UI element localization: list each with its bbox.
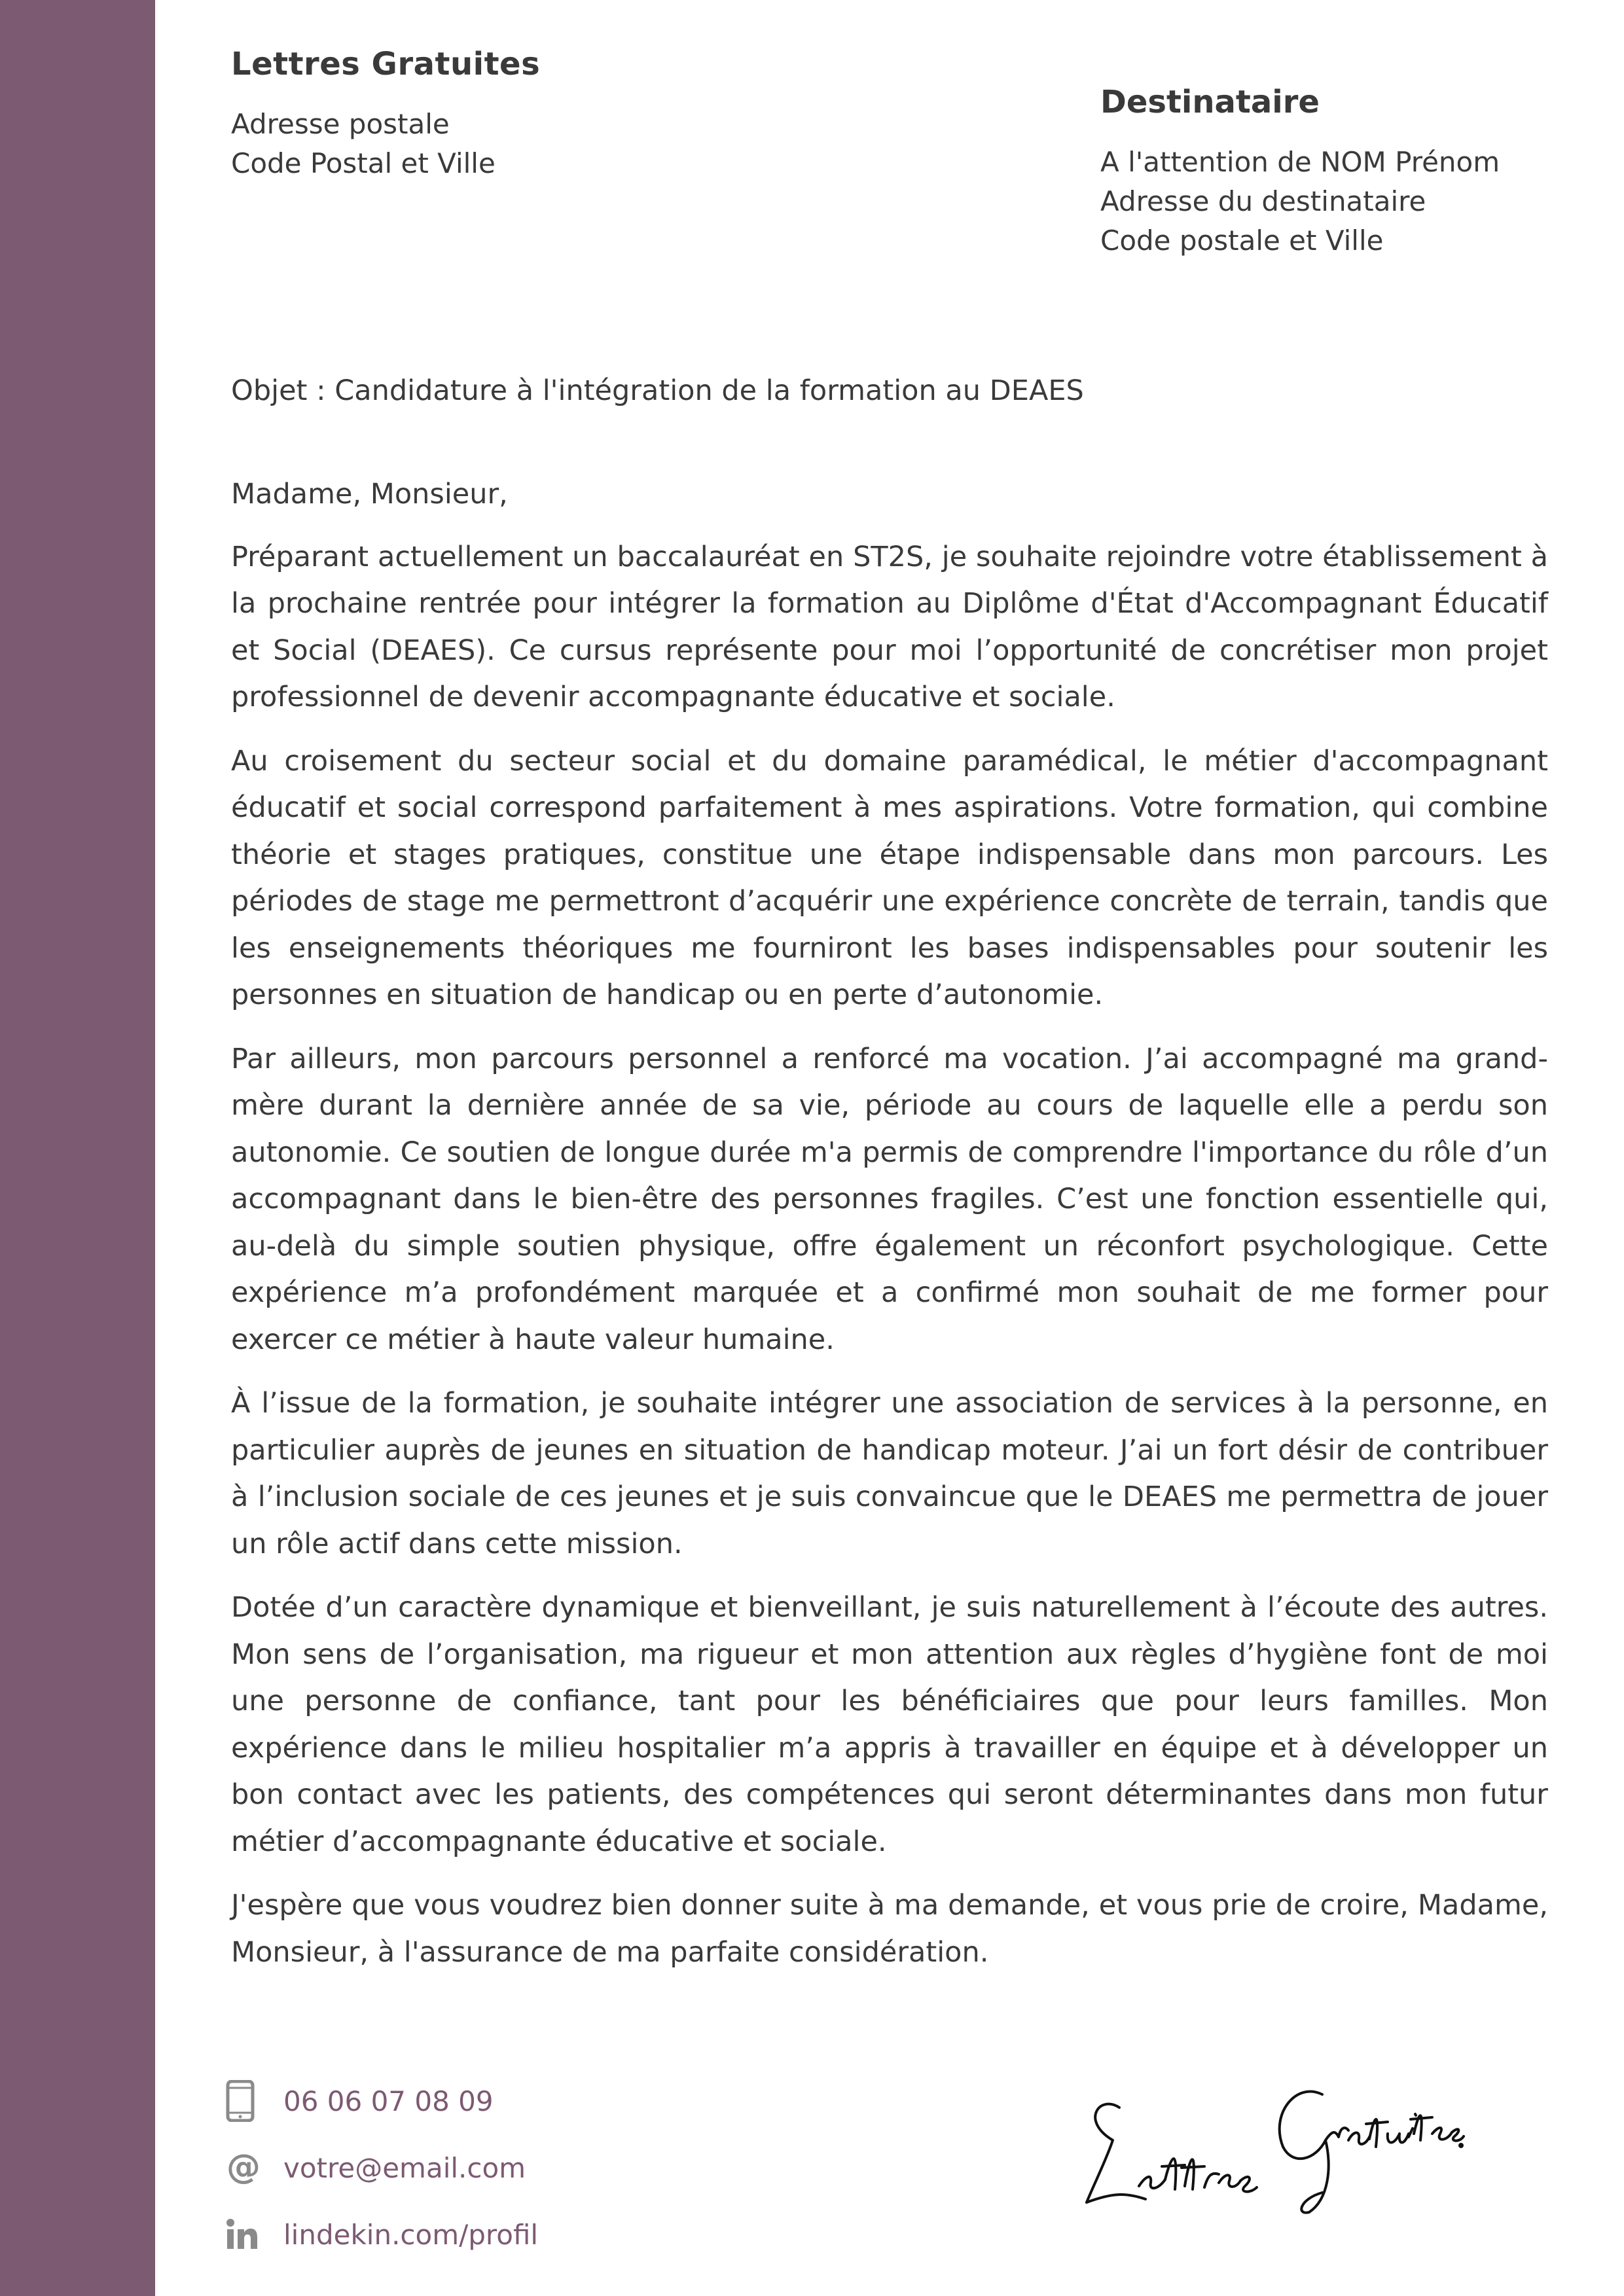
contact-email	[226, 2148, 815, 2187]
recipient-line: A l'attention de NOM Prénom	[1100, 146, 1500, 178]
sender-address-line: Code Postal et Ville	[231, 147, 496, 179]
sender-name: Lettres Gratuites	[231, 46, 541, 82]
body-paragraph: Au croisement du secteur social et du domaine paramédical, le métier d'accompagnant éducatif et social correspond parfaitement à mes aspirations. Votre formation, qui combine théorie et stages pratiques, constitue une étape indispensable dans mon parcours. Les périodes de stage me permettront d’acquérir une expérience concrète de terrain, tandis que les enseignements théoriques me fourniront les bases indispensables pour soutenir les personnes en situation de handicap ou en perte d’autonomie.	[231, 744, 1548, 1011]
handwritten-signature	[1074, 2068, 1466, 2219]
salutation: Madame, Monsieur,	[231, 478, 508, 511]
email-address[interactable]: votre@email.com	[283, 2151, 526, 2184]
phone-icon	[226, 2081, 270, 2121]
recipient-line: Code postale et Ville	[1100, 224, 1384, 257]
contact-list	[226, 2081, 815, 2282]
recipient-block	[1100, 84, 1598, 260]
body-paragraph: À l’issue de la formation, je souhaite intégrer une association de services à la personne, en particulier auprès de jeunes en situation de handicap moteur. J’ai un fort désir de contribuer à l’inclusion sociale de ces jeunes et je suis convaincue que le DEAES me permettra de jouer un rôle actif dans cette mission.	[231, 1387, 1548, 1560]
sidebar-accent-bar	[0, 0, 155, 2296]
sender-address-line: Adresse postale	[231, 108, 450, 140]
letter-subject: Objet : Candidature à l'intégration de la formation au DEAES	[231, 374, 1084, 407]
body-paragraph: Par ailleurs, mon parcours personnel a renforcé ma vocation. J’ai accompagné ma grand-mère durant la dernière année de sa vie, période au cours de laquelle elle a perdu son autonomie. Ce soutien de longue durée m'a permis de comprendre l'importance du rôle d’un accompagnant dans le bien-être des personnes fragiles. C’est une fonction essentielle qui, au-delà du simple soutien physique, offre également un réconfort psychologique. Cette expérience m’a profondément marquée et a confirmé mon souhait de me former pour exercer ce métier à haute valeur humaine.	[231, 1042, 1548, 1356]
phone-number[interactable]: 06 06 07 08 09	[283, 2085, 494, 2117]
contact-linkedin	[226, 2215, 815, 2254]
at-icon	[226, 2148, 270, 2187]
recipient-line: Adresse du destinataire	[1100, 185, 1426, 217]
letter-body	[231, 471, 1548, 1993]
svg-text:@: @	[226, 2150, 261, 2185]
sender-block	[231, 46, 820, 183]
recipient-title: Destinataire	[1100, 84, 1320, 120]
linkedin-icon	[226, 2215, 270, 2254]
body-paragraph: J'espère que vous voudrez bien donner suite à ma demande, et vous prie de croire, Madame, Monsieur, à l'assurance de ma parfaite considération.	[231, 1889, 1548, 1969]
body-paragraph: Préparant actuellement un baccalauréat en ST2S, je souhaite rejoindre votre établissement à la prochaine rentrée pour intégrer la formation au Diplôme d'État d'Accompagnant Éducatif et Social (DEAES). Ce cursus représente pour moi l’opportunité de concrétiser mon projet professionnel de devenir accompagnante éducative et sociale.	[231, 540, 1548, 713]
body-paragraph: Dotée d’un caractère dynamique et bienveillant, je suis naturellement à l’écoute des autres. Mon sens de l’organisation, ma rigueur et mon attention aux règles d’hygiène font de moi une personne de confiance, tant pour les bénéficiaires que pour leurs familles. Mon expérience dans le milieu hospitalier m’a appris à travailler en équipe et à développer un bon contact avec les patients, des compétences qui seront déterminantes dans mon futur métier d’accompagnante éducative et sociale.	[231, 1591, 1548, 1858]
linkedin-profile[interactable]: lindekin.com/profil	[283, 2218, 539, 2251]
contact-phone	[226, 2081, 815, 2121]
